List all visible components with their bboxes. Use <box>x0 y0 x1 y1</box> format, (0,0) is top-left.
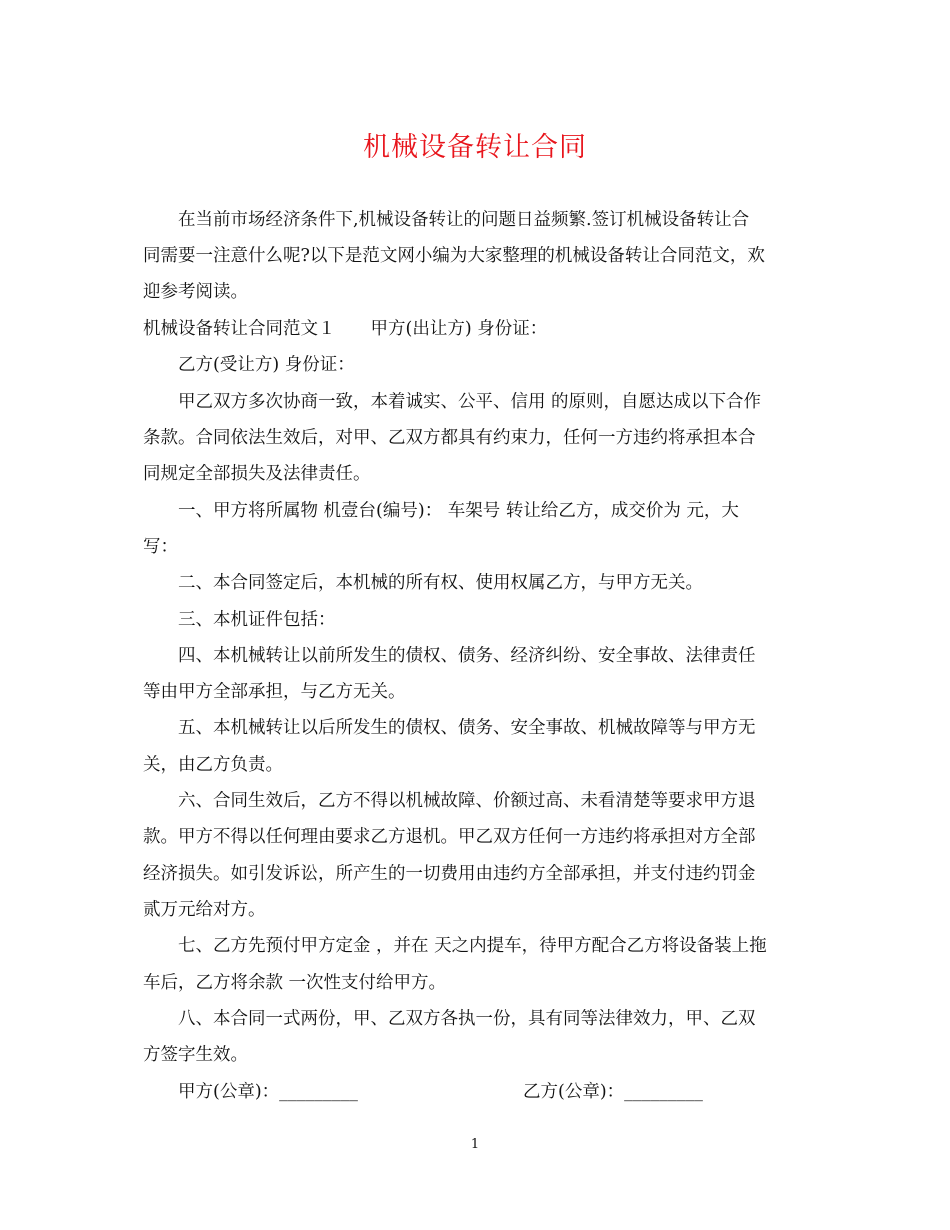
intro-line-3: 迎参考阅读。 <box>143 282 248 302</box>
clause-1-line-2: 写： <box>143 537 178 557</box>
clause-6-line-1: 六、合同生效后，乙方不得以机械故障、价额过高、未看清楚等要求甲方退 <box>178 791 756 811</box>
preamble-line-2: 条款。合同依法生效后，对甲、乙双方都具有约束力，任何一方违约将承担本合 <box>143 428 756 448</box>
sample-heading: 机械设备转让合同范文１ 甲方(出让方) 身份证： <box>143 319 548 339</box>
clause-6-line-2: 款。甲方不得以任何理由要求乙方退机。甲乙双方任何一方违约将承担对方全部 <box>143 827 756 847</box>
clause-7-line-1: 七、乙方先预付甲方定金 ，并在 天之内提车，待甲方配合乙方将设备装上拖 <box>178 936 767 956</box>
clause-6-line-3: 经济损失。如引发诉讼，所产生的一切费用由违约方全部承担，并支付违约罚金 <box>143 864 756 884</box>
clause-1-line-1: 一、甲方将所属物 机壹台(编号)： 车架号 转让给乙方，成交价为 元，大 <box>178 501 739 521</box>
signature-party-a: 甲方(公章)：_________ <box>178 1082 358 1102</box>
clause-5-line-2: 关，由乙方负责。 <box>143 755 283 775</box>
clause-3-line-1: 三、本机证件包括： <box>178 610 336 630</box>
intro-line-1: 在当前市场经济条件下,机械设备转让的问题日益频繁.签订机械设备转让合 <box>178 210 750 230</box>
page-number: 1 <box>470 1137 480 1152</box>
clause-8-line-2: 方签字生效。 <box>143 1045 248 1065</box>
intro-line-2: 同需要一注意什么呢?以下是范文网小编为大家整理的机械设备转让合同范文，欢 <box>143 246 765 266</box>
signature-party-b: 乙方(公章)：_________ <box>523 1082 703 1102</box>
document-title: 机械设备转让合同 <box>363 132 587 163</box>
clause-2-line-1: 二、本合同签定后，本机械的所有权、使用权属乙方，与甲方无关。 <box>178 573 703 593</box>
preamble-line-3: 同规定全部损失及法律责任。 <box>143 464 371 484</box>
clause-5-line-1: 五、本机械转让以后所发生的债权、债务、安全事故、机械故障等与甲方无 <box>178 718 756 738</box>
party-b-line: 乙方(受让方) 身份证： <box>178 355 355 375</box>
clause-8-line-1: 八、本合同一式两份，甲、乙双方各执一份，具有同等法律效力，甲、乙双 <box>178 1009 756 1029</box>
clause-4-line-2: 等由甲方全部承担，与乙方无关。 <box>143 682 406 702</box>
clause-6-line-4: 贰万元给对方。 <box>143 900 266 920</box>
clause-7-line-2: 车后，乙方将余款 一次性支付给甲方。 <box>143 973 447 993</box>
preamble-line-1: 甲乙双方多次协商一致，本着诚实、公平、信用 的原则，自愿达成以下合作 <box>178 392 762 412</box>
clause-4-line-1: 四、本机械转让以前所发生的债权、债务、经济纠纷、安全事故、法律责任 <box>178 646 756 666</box>
